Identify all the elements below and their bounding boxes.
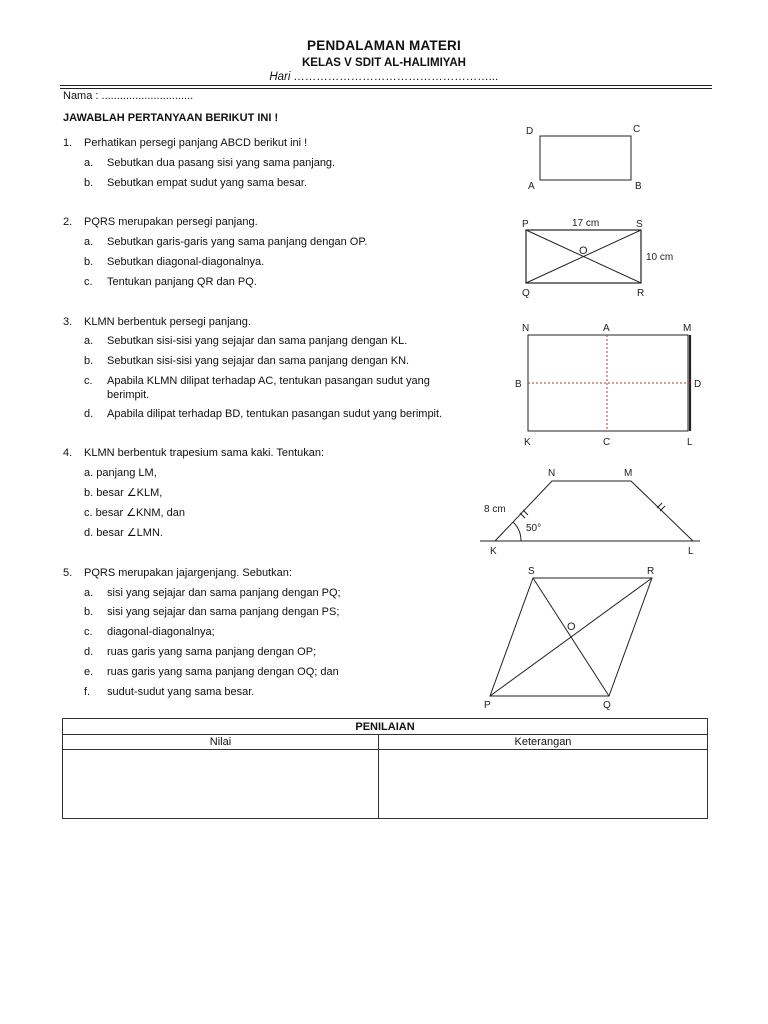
q5a-text: sisi yang sejajar dan sama panjang dengan PQ;	[107, 587, 341, 599]
label-s: S	[636, 219, 643, 230]
label-m: M	[683, 323, 692, 334]
rect-abcd	[540, 136, 631, 180]
q2a-label: a.	[84, 236, 94, 248]
q2-text: PQRS merupakan persegi panjang.	[84, 216, 258, 228]
tick-lm-1	[657, 503, 662, 508]
label-8cm: 8 cm	[484, 504, 506, 515]
tick-kn-2	[523, 510, 528, 515]
q5b-label: b.	[84, 606, 94, 618]
label-10cm: 10 cm	[646, 252, 674, 263]
q5c-label: c.	[84, 626, 93, 638]
q1a-text: Sebutkan dua pasang sisi yang sama panjang.	[107, 157, 336, 169]
class-line: KELAS V SDIT AL-HALIMIYAH	[302, 57, 466, 69]
q2c-text: Tentukan panjang QR dan PQ.	[107, 276, 257, 288]
q3c-text: Apabila KLMN dilipat terhadap AC, tentukan pasangan sudut yang	[107, 375, 430, 387]
col-keterangan-header: Keterangan	[379, 735, 708, 750]
label-q: Q	[522, 288, 530, 299]
label-b3: B	[515, 379, 522, 390]
q5-text: PQRS merupakan jajargenjang. Sebutkan:	[84, 567, 292, 579]
keterangan-cell[interactable]	[379, 750, 708, 819]
label-d: D	[526, 126, 534, 137]
q3-text: KLMN berbentuk persegi panjang.	[84, 316, 251, 328]
label-k4: K	[490, 546, 497, 557]
q5f-label: f.	[84, 686, 91, 698]
label-m4: M	[624, 468, 633, 479]
label-a: A	[528, 181, 535, 192]
figure-trapezoid-klmn	[480, 468, 700, 557]
tick-lm-2	[660, 506, 665, 511]
assessment-table	[62, 718, 708, 819]
q5-number: 5.	[63, 567, 73, 579]
label-l4: L	[688, 546, 694, 557]
hari-field: Hari ……………………………………………...	[269, 71, 499, 83]
q3b-text: Sebutkan sisi-sisi yang sejajar dan sama panjang dengan KN.	[107, 355, 410, 367]
label-a3: A	[603, 323, 610, 334]
q3d-label: d.	[84, 408, 94, 420]
label-o: O	[579, 245, 588, 257]
nama-field: Nama : ..............................	[63, 90, 194, 102]
q1a-label: a.	[84, 157, 94, 169]
q2b-text: Sebutkan diagonal-diagonalnya.	[107, 256, 265, 268]
angle-arc-k	[513, 522, 521, 541]
tick-kn-1	[520, 513, 525, 518]
q3a-text: Sebutkan sisi-sisi yang sejajar dan sama panjang dengan KL.	[107, 335, 408, 347]
label-s5: S	[528, 566, 535, 577]
label-r: R	[637, 288, 645, 299]
page-title: PENDALAMAN MATERI	[307, 38, 461, 53]
q4a-text: a. panjang LM,	[84, 467, 157, 479]
label-b: B	[635, 181, 642, 192]
label-l: L	[687, 437, 693, 448]
q4-text: KLMN berbentuk trapesium sama kaki. Tentukan:	[84, 447, 325, 459]
q5d-text: ruas garis yang sama panjang dengan OP;	[107, 646, 317, 658]
label-17cm: 17 cm	[572, 218, 600, 229]
label-n: N	[522, 323, 530, 334]
label-q5: Q	[603, 700, 611, 711]
assessment-title: PENILAIAN	[63, 719, 708, 735]
q3a-label: a.	[84, 335, 94, 347]
diagonal-qs5	[533, 578, 609, 696]
figure-rectangle-pqrs	[522, 218, 673, 299]
q5a-label: a.	[84, 587, 94, 599]
label-c: C	[633, 124, 641, 135]
figure-rectangle-abcd	[526, 124, 642, 192]
label-50deg: 50°	[526, 523, 542, 534]
figure-rectangle-klmn	[515, 323, 701, 448]
q5c-text: diagonal-diagonalnya;	[107, 626, 215, 638]
q1-text: Perhatikan persegi panjang ABCD berikut ini !	[84, 137, 308, 149]
q3d-text: Apabila dilipat terhadap BD, tentukan pasangan sudut yang berimpit.	[107, 408, 443, 420]
label-p: P	[522, 219, 529, 230]
nilai-cell[interactable]	[63, 750, 379, 819]
q1b-label: b.	[84, 177, 94, 189]
label-r5: R	[647, 566, 655, 577]
q4b-text: b. besar ∠KLM,	[84, 487, 163, 499]
q5d-label: d.	[84, 646, 94, 658]
label-n4: N	[548, 468, 556, 479]
q4d-text: d. besar ∠LMN.	[84, 527, 163, 539]
col-nilai-header: Nilai	[63, 735, 379, 750]
q4-number: 4.	[63, 447, 73, 459]
label-c3: C	[603, 437, 611, 448]
q2-number: 2.	[63, 216, 73, 228]
q1b-text: Sebutkan empat sudut yang sama besar.	[107, 177, 307, 189]
label-p5: P	[484, 700, 491, 711]
label-k: K	[524, 437, 531, 448]
q2c-label: c.	[84, 276, 93, 288]
q5e-label: e.	[84, 666, 94, 678]
label-o5: O	[567, 621, 576, 633]
q5e-text: ruas garis yang sama panjang dengan OQ; dan	[107, 666, 339, 678]
q3b-label: b.	[84, 355, 94, 367]
q3c-label: c.	[84, 375, 93, 387]
q2a-text: Sebutkan garis-garis yang sama panjang dengan OP.	[107, 236, 368, 248]
q4c-text: c. besar ∠KNM, dan	[84, 507, 185, 519]
q5f-text: sudut-sudut yang sama besar.	[107, 686, 255, 698]
q2b-label: b.	[84, 256, 94, 268]
q3-number: 3.	[63, 316, 73, 328]
figure-parallelogram-pqrs	[484, 566, 654, 711]
q5b-text: sisi yang sejajar dan sama panjang dengan PS;	[107, 606, 340, 618]
label-d3: D	[694, 379, 702, 390]
q3c-text-cont: berimpit.	[107, 389, 150, 401]
q1-number: 1.	[63, 137, 73, 149]
instruction: JAWABLAH PERTANYAAN BERIKUT INI !	[63, 112, 279, 124]
